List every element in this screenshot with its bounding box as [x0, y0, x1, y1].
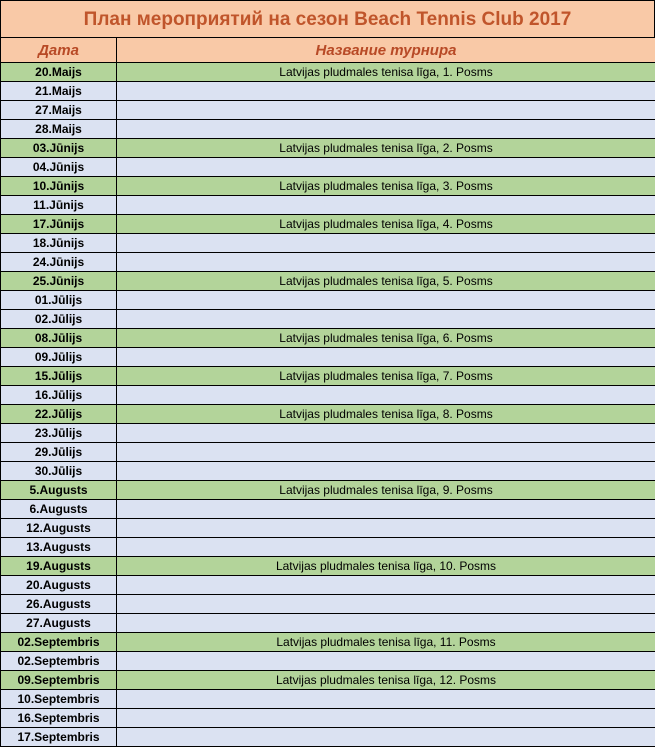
tournament-cell[interactable]: Latvijas pludmales tenisa līga, 1. Posms — [117, 63, 655, 82]
table-row — [1, 481, 655, 500]
tournament-column-header[interactable]: Название турнира — [117, 38, 655, 63]
table-row — [1, 633, 655, 652]
tournament-cell[interactable] — [117, 443, 655, 462]
tournament-cell[interactable] — [117, 291, 655, 310]
date-cell[interactable]: 28.Maijs — [1, 120, 117, 139]
tournament-cell[interactable] — [117, 120, 655, 139]
table-row — [1, 519, 655, 538]
table-row — [1, 405, 655, 424]
schedule-body — [1, 63, 655, 747]
tournament-cell[interactable]: Latvijas pludmales tenisa līga, 5. Posms — [117, 272, 655, 291]
date-column-header[interactable]: Дата — [1, 38, 117, 63]
tournament-cell[interactable] — [117, 424, 655, 443]
table-row — [1, 728, 655, 747]
table-row — [1, 367, 655, 386]
tournament-cell[interactable] — [117, 386, 655, 405]
date-cell[interactable]: 13.Augusts — [1, 538, 117, 557]
date-cell[interactable]: 09.Jūlijs — [1, 348, 117, 367]
schedule-table — [0, 37, 655, 747]
tournament-cell[interactable] — [117, 310, 655, 329]
date-cell[interactable]: 12.Augusts — [1, 519, 117, 538]
table-row — [1, 500, 655, 519]
date-cell[interactable]: 03.Jūnijs — [1, 139, 117, 158]
table-row — [1, 348, 655, 367]
date-cell[interactable]: 30.Jūlijs — [1, 462, 117, 481]
tournament-cell[interactable] — [117, 728, 655, 747]
tournament-cell[interactable] — [117, 576, 655, 595]
date-cell[interactable]: 17.Jūnijs — [1, 215, 117, 234]
table-row — [1, 671, 655, 690]
date-cell[interactable]: 16.Septembris — [1, 709, 117, 728]
tournament-cell[interactable] — [117, 500, 655, 519]
table-row — [1, 196, 655, 215]
table-row — [1, 291, 655, 310]
tournament-cell[interactable]: Latvijas pludmales tenisa līga, 4. Posms — [117, 215, 655, 234]
table-row — [1, 139, 655, 158]
date-cell[interactable]: 23.Jūlijs — [1, 424, 117, 443]
table-row — [1, 329, 655, 348]
date-cell[interactable]: 11.Jūnijs — [1, 196, 117, 215]
date-cell[interactable]: 08.Jūlijs — [1, 329, 117, 348]
tournament-cell[interactable] — [117, 614, 655, 633]
tournament-cell[interactable]: Latvijas pludmales tenisa līga, 11. Posms — [117, 633, 655, 652]
date-cell[interactable]: 22.Jūlijs — [1, 405, 117, 424]
table-row — [1, 177, 655, 196]
tournament-cell[interactable] — [117, 234, 655, 253]
table-row — [1, 595, 655, 614]
table-row — [1, 386, 655, 405]
tournament-cell[interactable] — [117, 158, 655, 177]
date-cell[interactable]: 27.Augusts — [1, 614, 117, 633]
date-cell[interactable]: 27.Maijs — [1, 101, 117, 120]
tournament-cell[interactable]: Latvijas pludmales tenisa līga, 8. Posms — [117, 405, 655, 424]
table-row — [1, 120, 655, 139]
date-cell[interactable]: 18.Jūnijs — [1, 234, 117, 253]
tournament-cell[interactable] — [117, 709, 655, 728]
table-row — [1, 652, 655, 671]
date-cell[interactable]: 21.Maijs — [1, 82, 117, 101]
table-row — [1, 234, 655, 253]
table-row — [1, 82, 655, 101]
date-cell[interactable]: 25.Jūnijs — [1, 272, 117, 291]
table-row — [1, 538, 655, 557]
tournament-cell[interactable]: Latvijas pludmales tenisa līga, 12. Posms — [117, 671, 655, 690]
table-row — [1, 443, 655, 462]
table-row — [1, 158, 655, 177]
date-cell[interactable]: 10.Septembris — [1, 690, 117, 709]
tournament-cell[interactable]: Latvijas pludmales tenisa līga, 2. Posms — [117, 139, 655, 158]
table-row — [1, 424, 655, 443]
date-cell[interactable]: 5.Augusts — [1, 481, 117, 500]
table-row — [1, 709, 655, 728]
table-row — [1, 690, 655, 709]
table-row — [1, 310, 655, 329]
table-row — [1, 557, 655, 576]
tournament-cell[interactable]: Latvijas pludmales tenisa līga, 10. Posms — [117, 557, 655, 576]
tournament-cell[interactable] — [117, 82, 655, 101]
table-row — [1, 101, 655, 120]
table-row — [1, 63, 655, 82]
table-row — [1, 215, 655, 234]
date-cell[interactable]: 17.Septembris — [1, 728, 117, 747]
tournament-cell[interactable] — [117, 538, 655, 557]
date-cell[interactable]: 02.Septembris — [1, 652, 117, 671]
date-cell[interactable]: 16.Jūlijs — [1, 386, 117, 405]
tournament-cell[interactable] — [117, 253, 655, 272]
tournament-cell[interactable] — [117, 652, 655, 671]
table-row — [1, 272, 655, 291]
date-cell[interactable]: 24.Jūnijs — [1, 253, 117, 272]
tournament-cell[interactable]: Latvijas pludmales tenisa līga, 6. Posms — [117, 329, 655, 348]
date-cell[interactable]: 20.Maijs — [1, 63, 117, 82]
date-cell[interactable]: 26.Augusts — [1, 595, 117, 614]
date-cell[interactable]: 10.Jūnijs — [1, 177, 117, 196]
date-cell[interactable]: 19.Augusts — [1, 557, 117, 576]
table-row — [1, 462, 655, 481]
date-cell[interactable]: 29.Jūlijs — [1, 443, 117, 462]
tournament-cell[interactable] — [117, 348, 655, 367]
date-cell[interactable]: 09.Septembris — [1, 671, 117, 690]
tournament-cell[interactable]: Latvijas pludmales tenisa līga, 7. Posms — [117, 367, 655, 386]
tournament-cell[interactable] — [117, 101, 655, 120]
header-row — [1, 38, 655, 63]
table-row — [1, 253, 655, 272]
date-cell[interactable]: 15.Jūlijs — [1, 367, 117, 386]
date-cell[interactable]: 02.Jūlijs — [1, 310, 117, 329]
table-row — [1, 614, 655, 633]
date-cell[interactable]: 02.Septembris — [1, 633, 117, 652]
tournament-cell[interactable]: Latvijas pludmales tenisa līga, 9. Posms — [117, 481, 655, 500]
date-cell[interactable]: 01.Jūlijs — [1, 291, 117, 310]
tournament-cell[interactable] — [117, 690, 655, 709]
tournament-cell[interactable] — [117, 519, 655, 538]
tournament-cell[interactable] — [117, 595, 655, 614]
table-row — [1, 576, 655, 595]
tournament-cell[interactable] — [117, 196, 655, 215]
page-title: План мероприятий на сезон Beach Tennis Club 2017 — [0, 0, 655, 37]
tournament-cell[interactable]: Latvijas pludmales tenisa līga, 3. Posms — [117, 177, 655, 196]
date-cell[interactable]: 04.Jūnijs — [1, 158, 117, 177]
date-cell[interactable]: 20.Augusts — [1, 576, 117, 595]
tournament-cell[interactable] — [117, 462, 655, 481]
date-cell[interactable]: 6.Augusts — [1, 500, 117, 519]
